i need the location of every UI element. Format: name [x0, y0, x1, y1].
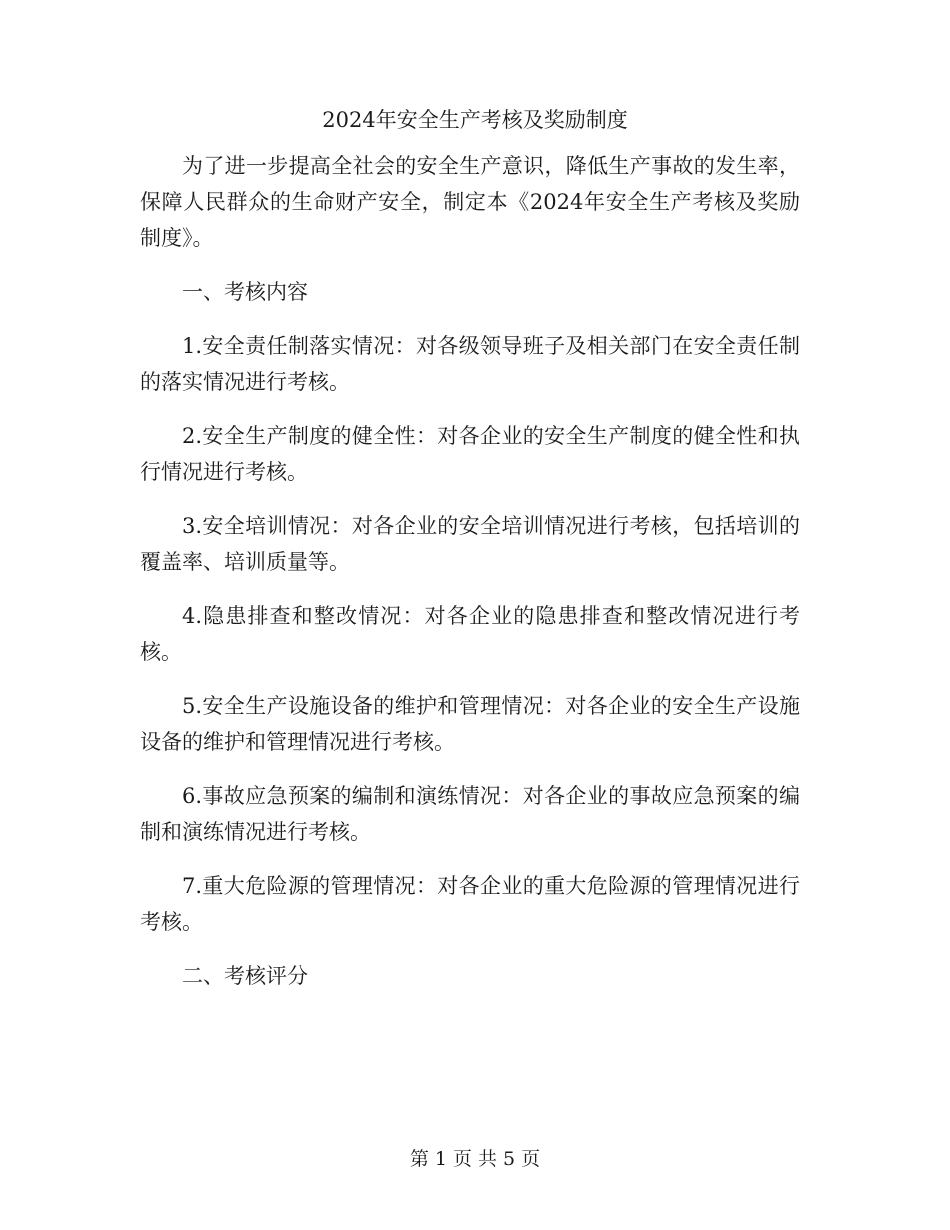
section-heading-assessment-scoring: 二、考核评分	[182, 964, 308, 988]
item-3-paragraph: 3.安全培训情况：对各企业的安全培训情况进行考核，包括培训的覆盖率、培训质量等。	[140, 514, 800, 574]
section-heading-assessment-content: 一、考核内容	[182, 280, 308, 304]
item-4-paragraph: 4.隐患排查和整改情况：对各企业的隐患排查和整改情况进行考核。	[140, 604, 800, 664]
item-7-paragraph: 7.重大危险源的管理情况：对各企业的重大危险源的管理情况进行考核。	[140, 874, 800, 934]
item-5-paragraph: 5.安全生产设施设备的维护和管理情况：对各企业的安全生产设施设备的维护和管理情况进行考核。	[140, 694, 800, 754]
page-number-footer: 第 1 页 共 5 页	[409, 1148, 541, 1170]
document-title: 2024年安全生产考核及奖励制度	[322, 108, 628, 132]
intro-paragraph: 为了进一步提高全社会的安全生产意识，降低生产事故的发生率，保障人民群众的生命财产安全，制定本《2024年安全生产考核及奖励制度》。	[140, 154, 800, 250]
document-body	[140, 148, 800, 1012]
item-6-paragraph: 6.事故应急预案的编制和演练情况：对各企业的事故应急预案的编制和演练情况进行考核。	[140, 784, 800, 844]
item-1-paragraph: 1.安全责任制落实情况：对各级领导班子及相关部门在安全责任制的落实情况进行考核。	[140, 334, 800, 394]
item-2-paragraph: 2.安全生产制度的健全性：对各企业的安全生产制度的健全性和执行情况进行考核。	[140, 424, 800, 484]
